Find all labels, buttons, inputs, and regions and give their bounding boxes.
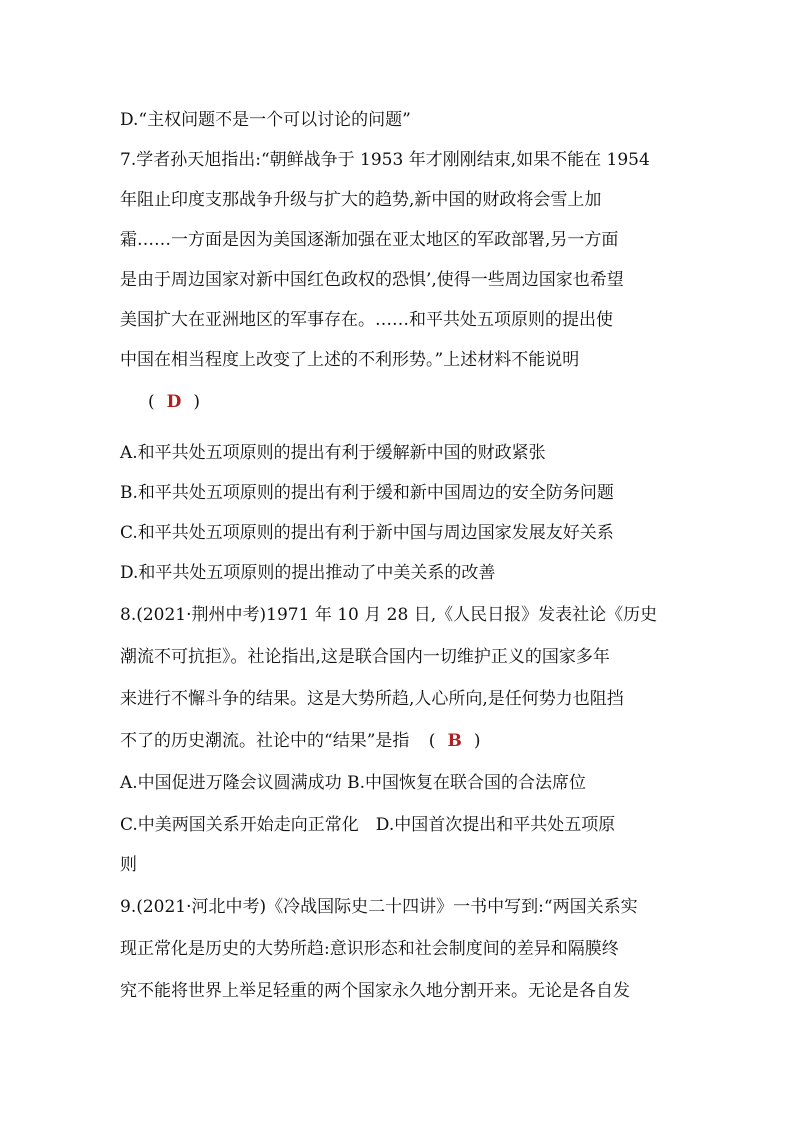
paren-close: ) — [193, 392, 201, 412]
q7-stem-line-5: 美国扩大在亚洲地区的军事存在。……和平共处五项原则的提出使 — [120, 310, 613, 330]
q9-stem-line-1: 9.(2021·河北中考)《冷战国际史二十四讲》一书中写到:“两国关系实 — [120, 897, 638, 917]
q8-stem-line-4 — [120, 731, 480, 751]
q7-stem-line-4: 是由于周边国家对新中国红色政权的恐惧’,使得一些周边国家也希望 — [120, 270, 624, 290]
q7-option-d: D.和平共处五项原则的提出推动了中美关系的改善 — [120, 563, 496, 583]
q8-stem-line-3: 来进行不懈斗争的结果。这是大势所趋,人心所向,是任何势力也阻挡 — [120, 689, 624, 709]
q7-answer: D — [166, 392, 182, 412]
q8-stem-text: 不了的历史潮流。社论中的“结果”是指 — [120, 731, 410, 751]
q7-option-a: A.和平共处五项原则的提出有利于缓解新中国的财政紧张 — [120, 443, 546, 463]
q8-stem-line-2: 潮流不可抗拒》。社论指出,这是联合国内一切维护正义的国家多年 — [120, 647, 610, 667]
q6-option-d: D.“主权问题不是一个可以讨论的问题” — [120, 110, 411, 130]
q7-answer-bracket — [148, 392, 200, 412]
paren-open: ( — [428, 731, 436, 751]
q7-stem-line-2: 年阻止印度支那战争升级与扩大的趋势,新中国的财政将会雪上加 — [120, 190, 602, 210]
paren-open: ( — [148, 392, 155, 412]
q8-options-cd-wrap: 则 — [120, 855, 137, 875]
q7-stem-line-1: 7.学者孙天旭指出:“朝鲜战争于 1953 年才刚刚结束,如果不能在 1954 — [120, 150, 650, 170]
q9-stem-line-3: 究不能将世界上举足轻重的两个国家永久地分割开来。无论是各自发 — [120, 981, 630, 1001]
q7-option-c: C.和平共处五项原则的提出有利于新中国与周边国家发展友好关系 — [120, 523, 614, 543]
q7-option-b: B.和平共处五项原则的提出有利于缓和新中国周边的安全防务问题 — [120, 483, 614, 503]
paren-close: ) — [473, 731, 481, 751]
q8-answer: B — [447, 731, 462, 751]
q7-stem-line-3: 霜……一方面是因为美国逐渐加强在亚太地区的军政部署,另一方面 — [120, 230, 619, 250]
q8-options-ab: A.中国促进万隆会议圆满成功 B.中国恢复在联合国的合法席位 — [120, 773, 586, 793]
q8-stem-line-1: 8.(2021·荆州中考)1971 年 10 月 28 日,《人民日报》发表社论《历史 — [120, 605, 658, 625]
q9-stem-line-2: 现正常化是历史的大势所趋:意识形态和社会制度间的差异和隔膜终 — [120, 939, 619, 959]
q8-options-cd: C.中美两国关系开始走向正常化 D.中国首次提出和平共处五项原 — [120, 815, 616, 835]
q7-stem-line-6: 中国在相当程度上改变了上述的不利形势。”上述材料不能说明 — [120, 350, 580, 370]
